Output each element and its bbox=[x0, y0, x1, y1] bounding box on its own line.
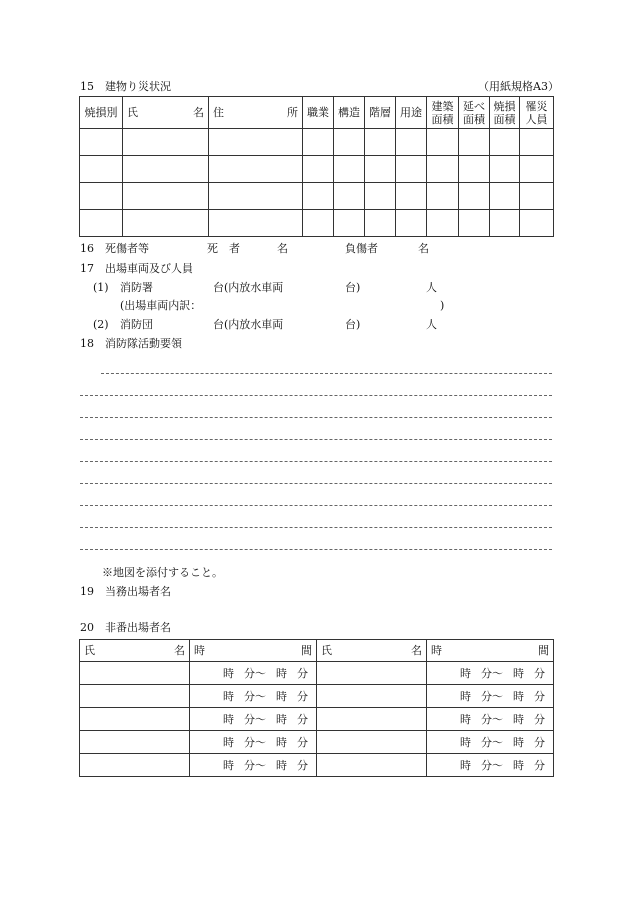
header-time: 時 間 bbox=[427, 640, 554, 662]
injured-label: 負傷者 bbox=[345, 242, 378, 255]
header-address: 住 所 bbox=[209, 97, 303, 129]
table-row: 時 分〜 時 分 時 分〜 時 分 bbox=[80, 754, 554, 777]
table-row bbox=[80, 183, 554, 210]
writing-line bbox=[80, 527, 552, 528]
dead-unit: 名 bbox=[277, 242, 288, 255]
building-damage-table bbox=[79, 96, 554, 237]
header-name: 氏 名 bbox=[317, 640, 427, 662]
table-row bbox=[80, 156, 554, 183]
header-name: 氏 名 bbox=[80, 640, 190, 662]
header-occupation: 職業 bbox=[303, 97, 334, 129]
header-name: 氏 名 bbox=[123, 97, 209, 129]
header-structure: 構造 bbox=[334, 97, 365, 129]
writing-line bbox=[80, 505, 552, 506]
row1-number: (1) bbox=[93, 281, 109, 294]
row1-persons-unit: 人 bbox=[426, 281, 437, 294]
section-20-title: 20 非番出場者名 bbox=[80, 621, 171, 634]
row1-fire-station: 消防署 bbox=[120, 281, 153, 294]
header-floor-area: 延べ 面積 bbox=[459, 97, 490, 129]
row1-detail-close: ) bbox=[440, 299, 445, 312]
header-time: 時 間 bbox=[190, 640, 317, 662]
writing-line bbox=[80, 461, 552, 462]
header-victims: 罹災 人員 bbox=[520, 97, 554, 129]
map-attach-note: ※地図を添付すること。 bbox=[102, 566, 223, 579]
writing-line bbox=[80, 549, 552, 550]
section-15-title: 15 建物り災状況 bbox=[80, 80, 171, 93]
row1-vehicles: 台(内放水車両 bbox=[213, 281, 284, 294]
section-17-title: 17 出場車両及び人員 bbox=[80, 262, 193, 275]
section-16-title: 16 死傷者等 bbox=[80, 242, 149, 255]
off-duty-table bbox=[79, 639, 554, 777]
table-row: 時 分〜 時 分 時 分〜 時 分 bbox=[80, 708, 554, 731]
table-row bbox=[80, 129, 554, 156]
writing-line bbox=[80, 439, 552, 440]
row2-vehicles-close: 台) bbox=[345, 318, 361, 331]
injured-unit: 名 bbox=[418, 242, 429, 255]
table-row: 時 分〜 時 分 時 分〜 時 分 bbox=[80, 685, 554, 708]
paper-size-note: （用紙規格A3） bbox=[478, 80, 559, 93]
header-building-area: 建築 面積 bbox=[427, 97, 459, 129]
row1-vehicles-close: 台) bbox=[345, 281, 361, 294]
header-usage: 用途 bbox=[396, 97, 427, 129]
table-row: 時 分〜 時 分 時 分〜 時 分 bbox=[80, 662, 554, 685]
header-burned-area: 焼損 面積 bbox=[490, 97, 520, 129]
header-floors: 階層 bbox=[365, 97, 396, 129]
section-18-title: 18 消防隊活動要領 bbox=[80, 337, 182, 350]
section-19-title: 19 当務出場者名 bbox=[80, 585, 171, 598]
dead-label: 死 者 bbox=[207, 242, 240, 255]
writing-line bbox=[101, 373, 552, 374]
writing-line bbox=[80, 395, 552, 396]
row1-detail-open: (出場車両内訳： bbox=[120, 299, 202, 312]
writing-line bbox=[80, 417, 552, 418]
writing-line bbox=[80, 483, 552, 484]
row2-number: (2) bbox=[93, 318, 109, 331]
row2-fire-brigade: 消防団 bbox=[120, 318, 153, 331]
table-row: 時 分〜 時 分 時 分〜 時 分 bbox=[80, 731, 554, 754]
row2-vehicles: 台(内放水車両 bbox=[213, 318, 284, 331]
row2-persons-unit: 人 bbox=[426, 318, 437, 331]
header-burn-type: 焼損別 bbox=[80, 97, 123, 129]
table-row bbox=[80, 210, 554, 237]
